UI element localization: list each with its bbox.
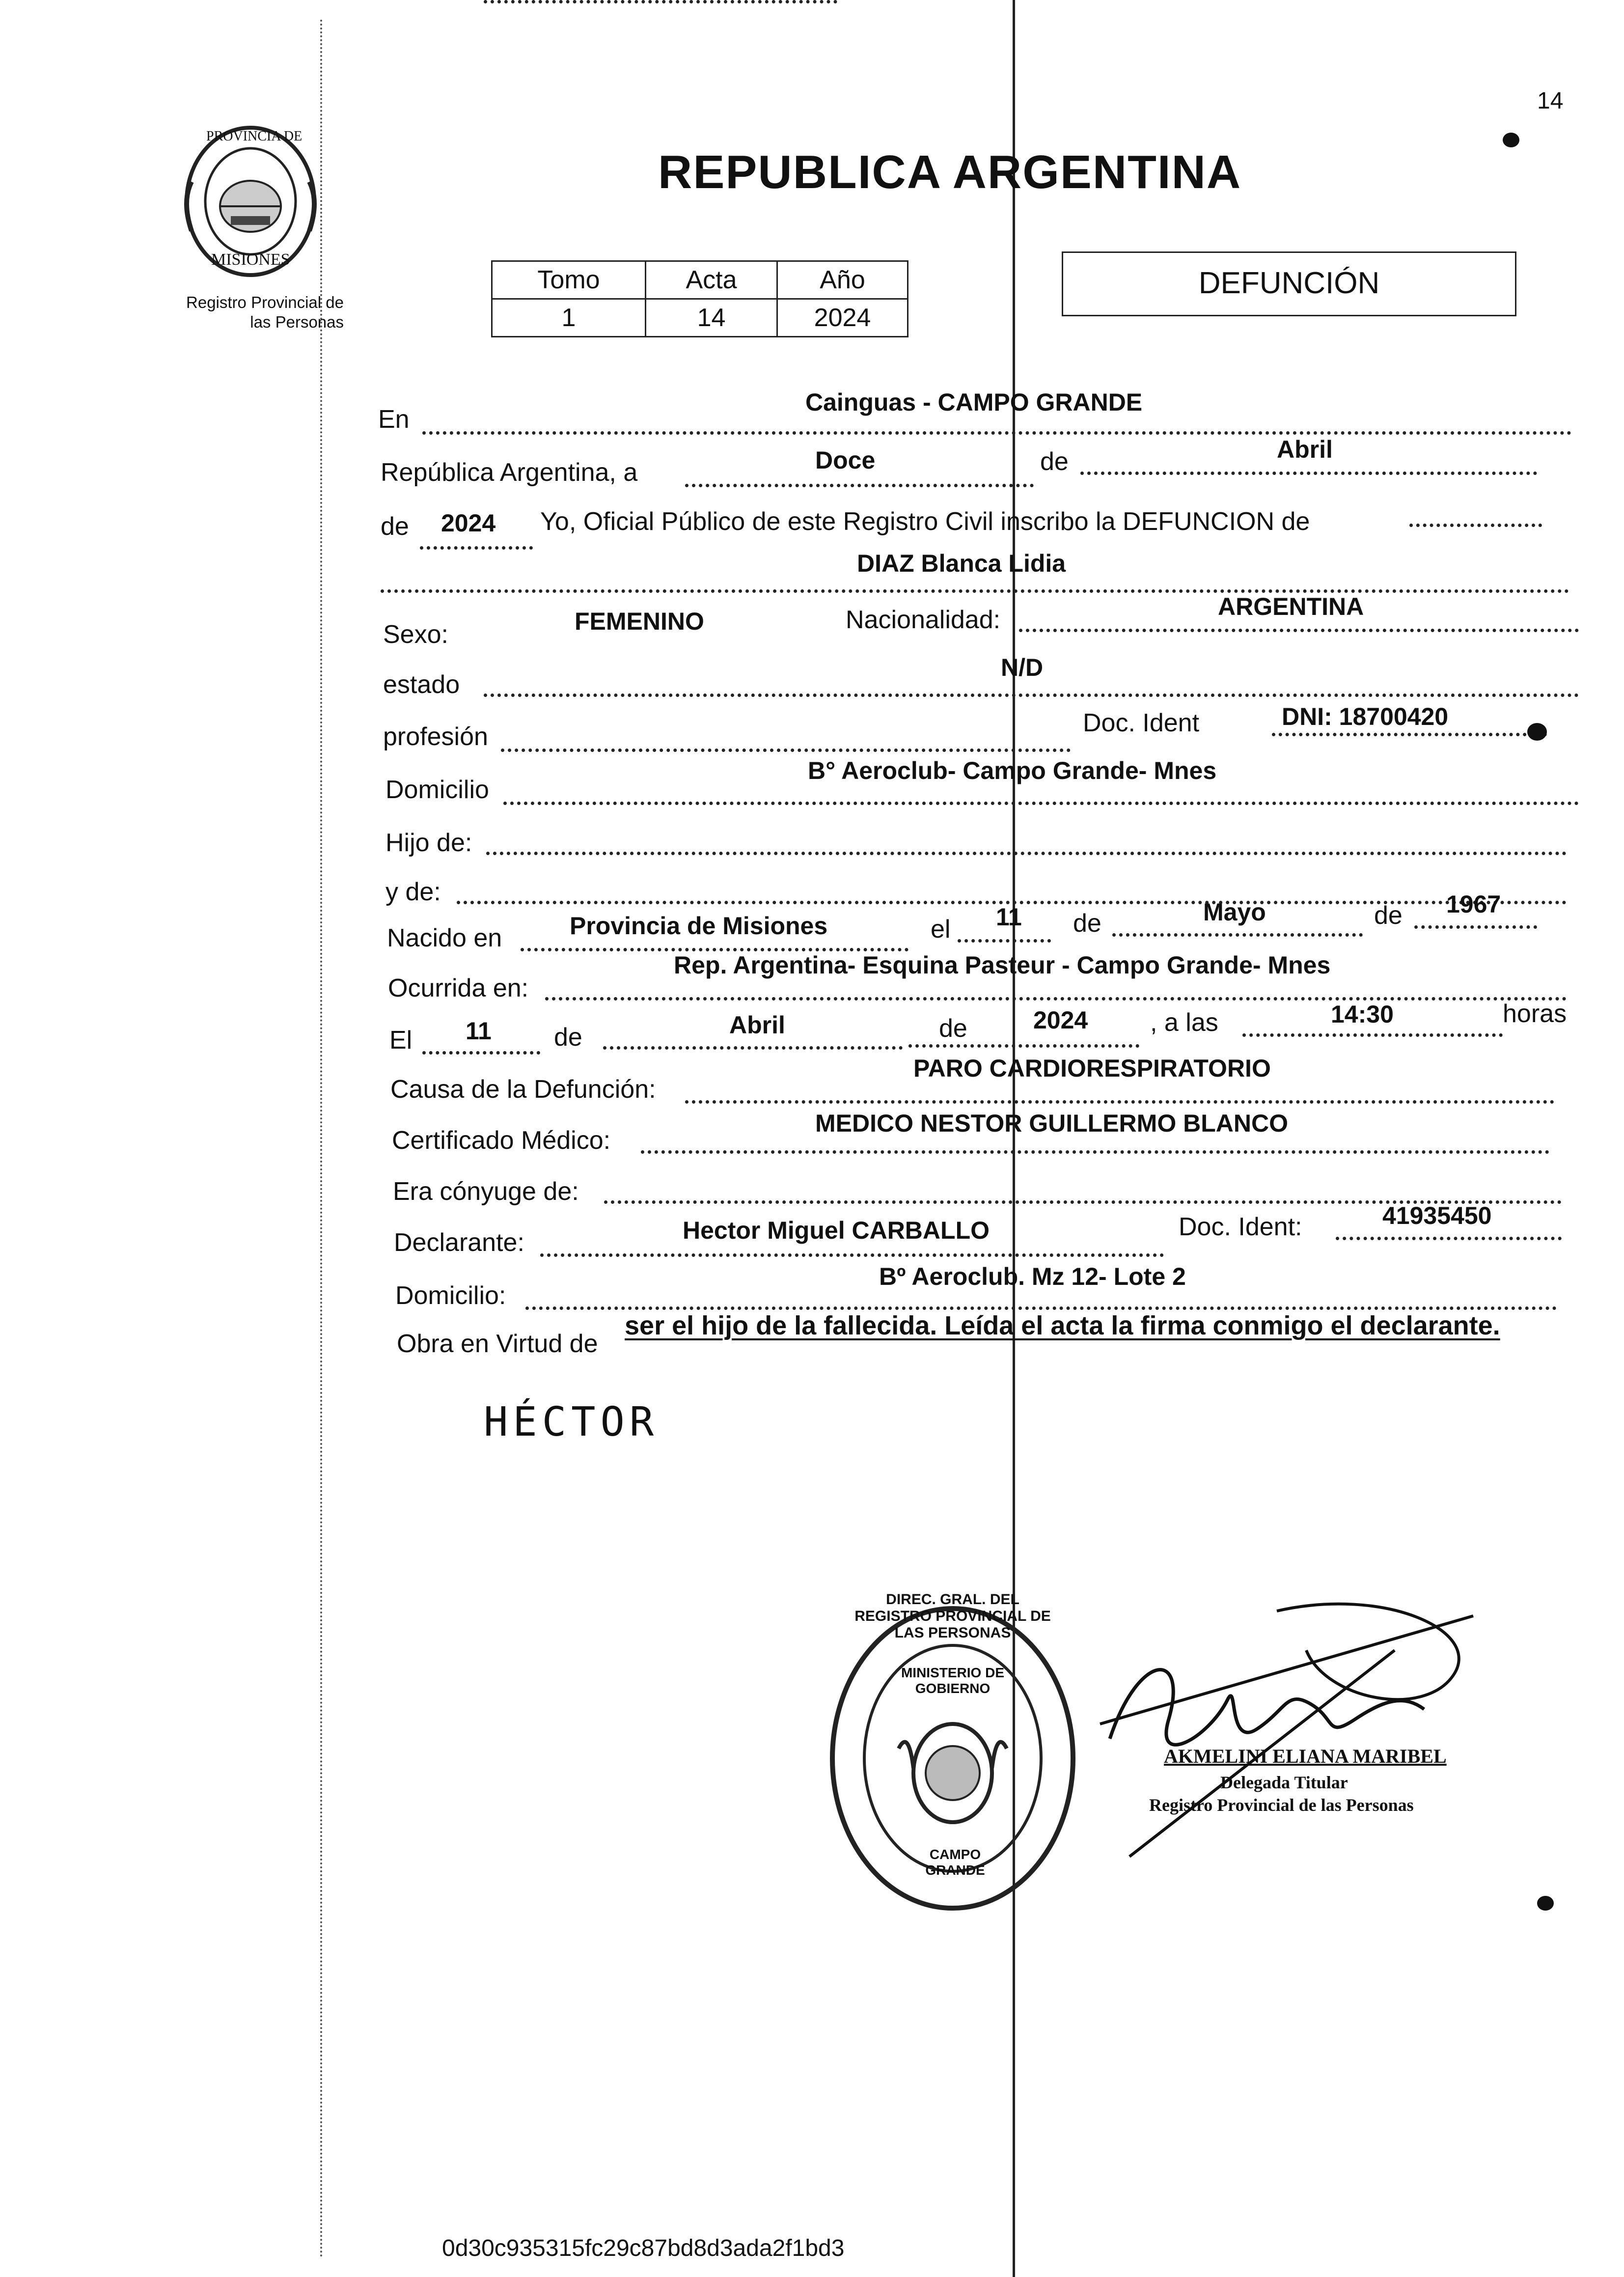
anio-dotline [420,546,533,550]
stamp-outer-text: DIREC. GRAL. DEL REGISTRO PROVINCIAL DE LAS PERSONAS [854,1591,1051,1641]
mes-value: Abril [1277,436,1333,463]
record-type-box: DEFUNCIÓN [1062,251,1516,316]
hora-value: 14:30 [1331,1000,1394,1028]
sexo-value: FEMENINO [575,608,704,635]
document-hash: 0d30c935315fc29c87bd8d3ada2f1bd3 [442,2235,845,2261]
republica-label: República Argentina, a [381,458,638,487]
hijo-dotline [486,852,1567,855]
y-de-label: y de: [385,878,441,906]
doc-ident-value: DNI: 18700420 [1282,703,1449,730]
def-de2-label: de [939,1014,967,1043]
def-mes-dotline [603,1046,903,1050]
ocurrida-dotline [545,997,1567,1000]
registry-caption [118,293,344,332]
anio-prefix-label: de [381,512,409,541]
hora-dotline [1242,1033,1503,1037]
nac-anio-dotline [1414,925,1537,929]
nac-mes-dotline [1112,933,1363,937]
ocurrida-value: Rep. Argentina- Esquina Pasteur - Campo Grande- Mnes [674,951,1331,979]
domicilio-dotline [503,802,1579,805]
anio-value: 2024 [777,299,908,337]
handwritten-name: HÉCTOR [484,1399,659,1445]
signatory-name: AKMELINI ELIANA MARIBEL [1164,1745,1447,1767]
signatory-role: Delegada Titular [1220,1773,1348,1792]
sexo-dotline [484,0,837,3]
def-anio-dotline [908,1044,1139,1048]
tomo-header: Tomo [492,261,646,299]
page-number: 14 [1537,88,1564,114]
inscribo-dotline [1409,524,1542,527]
def-dia-dotline [422,1051,540,1055]
profesion-label: profesión [383,722,488,751]
profesion-dotline [501,749,1071,752]
nac-dia-value: 11 [996,903,1022,931]
nacido-el-label: el [931,915,951,944]
nac-mes-value: Mayo [1203,898,1266,926]
declarante-dotline [540,1253,1164,1257]
causa-value: PARO CARDIORESPIRATORIO [913,1055,1271,1082]
nacionalidad-value: ARGENTINA [1218,593,1364,620]
de-label: de [1040,447,1069,476]
record-table-header-row [492,261,908,299]
page-title: REPUBLICA ARGENTINA [658,146,1242,198]
estado-value: N/D [1001,654,1044,681]
obra-value: ser el hijo de la fallecida. Leída el acta la firma conmigo el declarante. [625,1311,1500,1340]
decl-doc-value: 41935450 [1382,1202,1492,1229]
decl-domicilio-value: Bº Aeroclub. Mz 12- Lote 2 [879,1263,1186,1290]
record-table [491,260,908,337]
sexo-label: Sexo: [383,620,448,649]
nacionalidad-dotline [1019,629,1579,632]
ink-speck [1537,1896,1554,1911]
certificado-label: Certificado Médico: [392,1126,611,1155]
domicilio-value: B° Aeroclub- Campo Grande- Mnes [808,757,1217,784]
registry-line-1: Registro Provincial de [186,293,344,311]
nac-de2-label: de [1374,901,1403,930]
nac-de1-label: de [1073,909,1101,938]
def-mes-value: Abril [729,1011,785,1039]
def-anio-value: 2024 [1033,1006,1088,1034]
scan-fold-line [1013,0,1015,2277]
stamp-inner-text: MINISTERIO DE GOBIERNO [901,1665,1004,1696]
en-dotline [422,431,1571,435]
causa-dotline [685,1100,1554,1104]
def-de1-label: de [554,1023,582,1052]
hijo-label: Hijo de: [385,829,472,857]
seal-caption-bottom: MISIONES [211,250,290,269]
decl-domicilio-label: Domicilio: [395,1281,506,1310]
conyuge-label: Era cónyuge de: [393,1177,579,1206]
nac-anio-value: 1967 [1446,890,1501,918]
ink-speck [1503,133,1519,147]
mes-dotline [1080,472,1537,475]
decl-domicilio-dotline [525,1306,1557,1310]
en-label: En [378,405,410,434]
acta-header: Acta [646,261,777,299]
anio-header: Año [777,261,908,299]
inscribo-text: Yo, Oficial Público de este Registro Civil inscribo la DEFUNCION de [540,507,1310,536]
dia-dotline [685,484,1034,487]
tomo-value: 1 [492,299,646,337]
certificado-dotline [641,1150,1549,1154]
stamp-center-text: CAMPO GRANDE [925,1847,985,1878]
acta-value: 14 [646,299,777,337]
causa-label: Causa de la Defunción: [390,1075,656,1104]
domicilio-label: Domicilio [385,776,489,804]
nacionalidad-label: Nacionalidad: [846,606,1001,634]
dia-value: Doce [815,446,876,474]
deceased-name-value: DIAZ Blanca Lidia [857,550,1066,577]
en-value: Cainguas - CAMPO GRANDE [805,389,1143,416]
obra-label: Obra en Virtud de [397,1330,598,1358]
decl-doc-dotline [1336,1237,1562,1240]
ink-speck [1527,723,1547,741]
nacido-value: Provincia de Misiones [570,912,828,940]
doc-ident-label: Doc. Ident [1083,709,1200,737]
record-table-value-row [492,299,908,337]
registry-line-2: las Personas [250,313,344,331]
scan-margin-line [320,20,322,2259]
signature-scribble-icon [1080,1591,1503,1866]
horas-label: horas [1503,1000,1567,1028]
doc-ident-dotline [1272,733,1547,736]
signatory-office: Registro Provincial de las Personas [1149,1795,1414,1815]
alas-label: , a las [1150,1008,1218,1037]
estado-label: estado [383,670,460,699]
def-dia-value: 11 [466,1017,492,1045]
anio-value-form: 2024 [441,509,496,537]
declarante-label: Declarante: [394,1228,524,1257]
declarante-value: Hector Miguel CARBALLO [683,1217,990,1244]
nac-dia-dotline [958,939,1051,943]
decl-doc-label: Doc. Ident: [1179,1213,1302,1241]
seal-caption-top: PROVINCIA DE [206,129,303,144]
certificado-value: MEDICO NESTOR GUILLERMO BLANCO [815,1110,1288,1137]
ocurrida-label: Ocurrida en: [388,974,529,1002]
el2-label: El [389,1026,413,1055]
estado-dotline [484,694,1579,697]
nacido-label: Nacido en [387,924,502,952]
name-dotline [381,589,1569,593]
